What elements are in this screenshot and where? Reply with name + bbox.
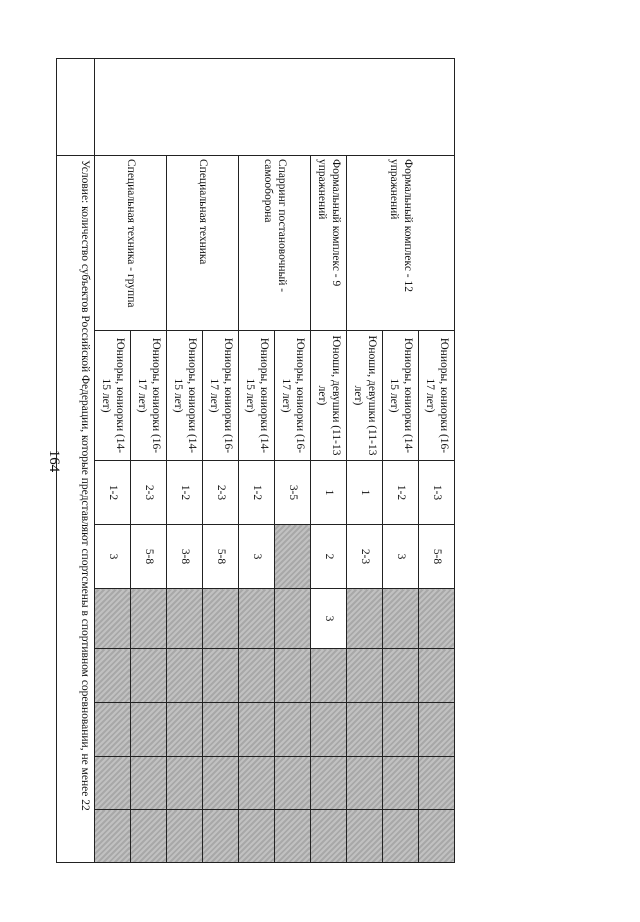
place-cell: 3-8 (167, 525, 203, 589)
exercise-cell: Формальный комплекс - 9 упражнений (311, 156, 347, 331)
shaded-cell (347, 757, 383, 810)
shaded-cell (239, 810, 275, 863)
note-row (57, 59, 95, 863)
table-row (419, 59, 455, 863)
shaded-cell (131, 757, 167, 810)
shaded-cell (239, 589, 275, 649)
shaded-cell (203, 810, 239, 863)
place-cell: 1-2 (383, 461, 419, 525)
shaded-cell (383, 589, 419, 649)
table-row (275, 59, 311, 863)
place-cell: 5-8 (419, 525, 455, 589)
table-row (203, 59, 239, 863)
age-group-cell: Юниоры, юниорки (16-17 лет) (275, 331, 311, 461)
place-cell: 1-2 (95, 461, 131, 525)
shaded-cell (131, 703, 167, 757)
shaded-cell (347, 810, 383, 863)
shaded-cell (383, 649, 419, 703)
place-cell: 2-3 (131, 461, 167, 525)
shaded-cell (131, 810, 167, 863)
shaded-cell (419, 810, 455, 863)
shaded-cell (275, 810, 311, 863)
age-group-cell: Юниоры, юниорки (16-17 лет) (419, 331, 455, 461)
shaded-cell (419, 649, 455, 703)
place-cell: 3 (311, 589, 347, 649)
place-cell: 3-5 (275, 461, 311, 525)
shaded-cell (347, 649, 383, 703)
note-left-blank-cell (57, 59, 95, 156)
shaded-cell (347, 589, 383, 649)
age-group-cell: Юниоры, юниорки (14-15 лет) (167, 331, 203, 461)
age-group-cell: Юноши, девушки (11-13 лет) (311, 331, 347, 461)
shaded-cell (239, 649, 275, 703)
age-group-cell: Юниоры, юниорки (14-15 лет) (383, 331, 419, 461)
shaded-cell (383, 757, 419, 810)
shaded-cell (275, 757, 311, 810)
exercise-cell: Формальный комплекс - 12 упражнений (347, 156, 455, 331)
shaded-cell (203, 649, 239, 703)
shaded-cell (167, 703, 203, 757)
place-cell: 3 (95, 525, 131, 589)
shaded-cell (419, 757, 455, 810)
page-number: 164 (46, 449, 62, 473)
exercise-cell: Спарринг постановочный - самооборона (239, 156, 311, 331)
shaded-cell (311, 810, 347, 863)
shaded-cell (167, 589, 203, 649)
shaded-cell (131, 649, 167, 703)
rotated-table-container (60, 58, 455, 862)
place-cell: 1 (311, 461, 347, 525)
shaded-cell (131, 589, 167, 649)
shaded-cell (95, 757, 131, 810)
shaded-cell (167, 649, 203, 703)
results-table (56, 58, 455, 863)
shaded-cell (95, 589, 131, 649)
shaded-cell (275, 649, 311, 703)
place-cell: 3 (383, 525, 419, 589)
shaded-cell (275, 525, 311, 589)
age-group-cell: Юноши, девушки (11-13 лет) (347, 331, 383, 461)
shaded-cell (275, 589, 311, 649)
exercise-cell: Специальная техника - группа (95, 156, 167, 331)
table-row (311, 59, 347, 863)
place-cell: 1 (347, 461, 383, 525)
shaded-cell (239, 703, 275, 757)
left-blank-cell (95, 59, 455, 156)
shaded-cell (419, 589, 455, 649)
age-group-cell: Юниоры, юниорки (16-17 лет) (203, 331, 239, 461)
shaded-cell (203, 703, 239, 757)
shaded-cell (311, 703, 347, 757)
condition-note: Условие: количество субъектов Российской Федерации, которые представляют спортсмены в спортивном соревновании, не менее 22 (57, 156, 95, 863)
shaded-cell (383, 703, 419, 757)
place-cell: 1-2 (239, 461, 275, 525)
age-group-cell: Юниоры, юниорки (16-17 лет) (131, 331, 167, 461)
shaded-cell (167, 757, 203, 810)
place-cell: 5-8 (203, 525, 239, 589)
shaded-cell (167, 810, 203, 863)
shaded-cell (95, 649, 131, 703)
place-cell: 2-3 (203, 461, 239, 525)
age-group-cell: Юниоры, юниорки (14-15 лет) (239, 331, 275, 461)
shaded-cell (311, 757, 347, 810)
shaded-cell (203, 757, 239, 810)
shaded-cell (275, 703, 311, 757)
place-cell: 1-2 (167, 461, 203, 525)
shaded-cell (311, 649, 347, 703)
shaded-cell (239, 757, 275, 810)
place-cell: 3 (239, 525, 275, 589)
shaded-cell (419, 703, 455, 757)
shaded-cell (347, 703, 383, 757)
place-cell: 2 (311, 525, 347, 589)
shaded-cell (383, 810, 419, 863)
exercise-cell: Специальная техника (167, 156, 239, 331)
table-row (131, 59, 167, 863)
age-group-cell: Юниоры, юниорки (14-15 лет) (95, 331, 131, 461)
shaded-cell (95, 810, 131, 863)
shaded-cell (203, 589, 239, 649)
shaded-cell (95, 703, 131, 757)
place-cell: 1-3 (419, 461, 455, 525)
place-cell: 5-8 (131, 525, 167, 589)
place-cell: 2-3 (347, 525, 383, 589)
